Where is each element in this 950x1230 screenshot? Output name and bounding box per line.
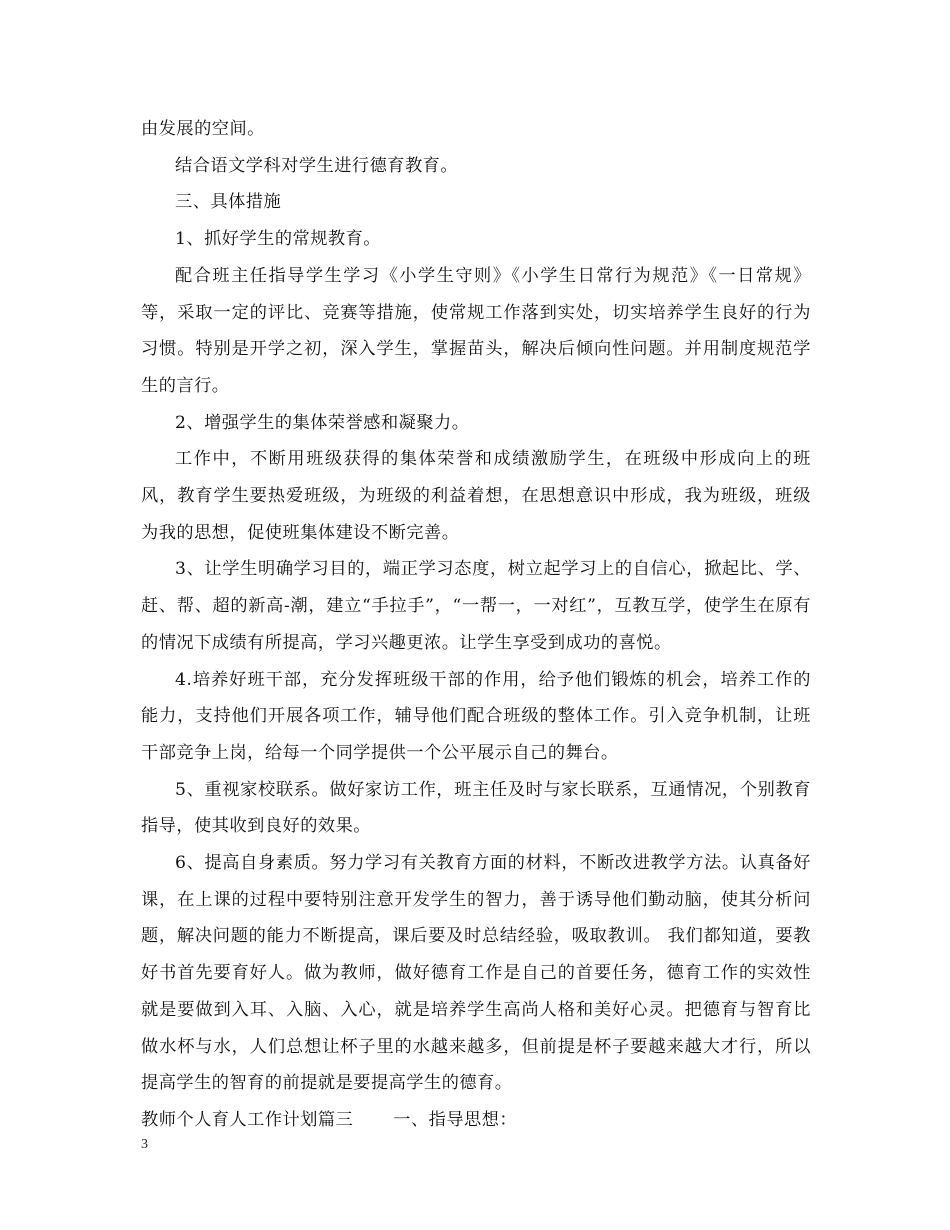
closing-line <box>141 1102 811 1139</box>
measure-3: 3、让学生明确学习目的，端正学习态度，树立起学习上的自信心，掀起比、学、赶、帮、超的新高-潮，建立“手拉手”，“一帮一，一对红”，互教互学，使学生在原有的情况下成绩有所提高，学习兴趣更浓。让学生享受到成功的喜悦。 <box>141 559 811 653</box>
measure-1-body: 配合班主任指导学生学习《小学生守则》《小学生日常行为规范》《一日常规》等，采取一定的评比、竞赛等措施，使常规工作落到实处，切实培养学生良好的行为习惯。特别是开学之初，深入学生，掌握苗头，解决后倾向性问题。并用制度规范学生的言行。 <box>141 265 811 396</box>
measure-4: 4.培养好班干部，充分发挥班级干部的作用，给予他们锻炼的机会，培养工作的能力，支持他们开展各项工作，辅导他们配合班级的整体工作。引入竞争机制，让班干部竞争上岗，给每一个同学提供一个公平展示自己的舞台。 <box>141 669 811 763</box>
measure-1-heading: 1、抓好学生的常规教育。 <box>175 229 381 250</box>
page-number: 3 <box>141 1137 148 1152</box>
measure-6: 6、提高自身素质。努力学习有关教育方面的材料，不断改进教学方法。认真备好课，在上课的过程中要特别注意开发学生的智力，善于诱导他们勤动脑，使其分析问题，解决问题的能力不断提高，课后要及时总结经验，吸取教训。 我们都知道，要教好书首先要育好人。做为教师，做好德育工作是自己的首要任务，德育工作的实效性就是要做到入耳、入脑、入心，就是培养学生高尚人格和美好心灵。把德育与智育比做水杯与水，人们总想让杯子里的水越来越多，但前提是杯子要越来越大才行，所以提高学生的智育的前提就是要提高学生的德育。 <box>141 853 811 1094</box>
measure-2-heading: 2、增强学生的集体荣誉感和凝聚力。 <box>175 412 470 433</box>
next-plan-title: 教师个人育人工作计划篇三 <box>141 1109 354 1130</box>
paragraph-1: 由发展的空间。 <box>141 119 265 139</box>
measure-2-body: 工作中，不断用班级获得的集体荣誉和成绩激励学生，在班级中形成向上的班风，教育学生要热爱班级，为班级的利益着想，在思想意识中形成，我为班级，班级为我的思想，促使班集体建设不断完善。 <box>141 449 811 543</box>
section-heading-measures: 三、具体措施 <box>175 192 282 213</box>
measure-5: 5、重视家校联系。做好家访工作，班主任及时与家长联系，互通情况，个别教育指导，使其收到良好的效果。 <box>141 779 811 837</box>
document-body <box>141 111 811 1139</box>
paragraph-2: 结合语文学科对学生进行德育教育。 <box>175 155 459 176</box>
guiding-ideology-heading: 一、指导思想： <box>393 1109 518 1130</box>
